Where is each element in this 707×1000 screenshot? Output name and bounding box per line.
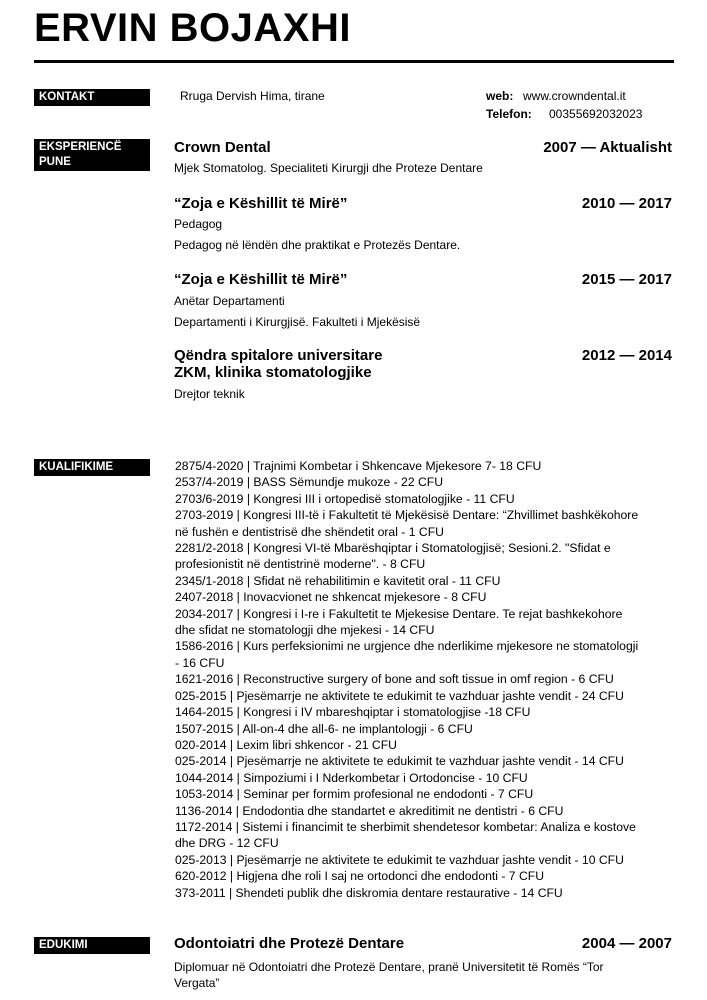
job-role: Drejtor teknik [174, 387, 245, 401]
qualification-item: 025-2014 | Pjesëmarrje ne aktivitete te edukimit te vazhduar jashte vendit - 14 CFU [175, 754, 624, 769]
qualification-item: 025-2015 | Pjesëmarrje ne aktivitete te edukimit te vazhduar jashte vendit - 24 CFU [175, 688, 624, 703]
qualification-item: 020-2014 | Lexim libri shkencor - 21 CFU [175, 737, 397, 752]
qualification-item: 2034-2017 | Kongresi i I-re i Fakultetit te Mjekesise Dentare. Te rejat bashkekohore [175, 606, 623, 621]
qualification-item: 1507-2015 | All-on-4 dhe all-6- ne implantologji - 6 CFU [175, 721, 473, 736]
qualification-item: - 16 CFU [175, 655, 225, 670]
job-date: 2015 — 2017 [581, 271, 672, 288]
job-date: 2010 — 2017 [581, 195, 672, 212]
qualification-item: 1621-2016 | Reconstructive surgery of bone and soft tissue in omf region - 6 CFU [175, 672, 614, 687]
job-role: Pedagog [174, 217, 223, 231]
qualifications-list [175, 458, 665, 901]
job-description: Pedagog në lëndën dhe praktikat e Protezës Dentare. [174, 238, 461, 252]
qualification-item: në fushën e dentistrisë dhe shëndetit oral - 1 CFU [175, 524, 444, 539]
education-date: 2004 — 2007 [581, 935, 672, 952]
resume-name: ERVIN BOJAXHI [34, 6, 351, 50]
job-date: 2012 — 2014 [581, 347, 672, 364]
qualification-item: 2345/1-2018 | Sfidat në rehabilitimin e kavitetit oral - 11 CFU [175, 573, 501, 588]
qualification-item: profesionistit në dentistrinë moderne". - 8 CFU [175, 557, 426, 572]
education-title: Odontoiatri dhe Protezë Dentare [174, 935, 405, 952]
qualification-item: 2875/4-2020 | Trajnimi Kombetar i Shkencave Mjekesore 7- 18 CFU [175, 459, 542, 473]
job-title-line2: ZKM, klinika stomatologjike [174, 364, 372, 381]
qualification-item: 1053-2014 | Seminar per formim profesional ne endodonti - 7 CFU [175, 787, 534, 802]
contact-phone-label: Telefon: [486, 107, 532, 121]
qualification-item: 1586-2016 | Kurs perfeksionimi ne urgjence dhe nderlikime mjekesore ne stomatologji [175, 639, 639, 654]
qualification-item: 620-2012 | Higjena dhe roli I saj ne ortodonci dhe endodonti - 7 CFU [175, 869, 545, 884]
job-title: “Zoja e Këshillit të Mirë” [174, 271, 348, 288]
section-label-experience: EKSPERIENCË PUNE [34, 139, 150, 171]
qualification-item: dhe sfidat ne stomatologji dhe mjekesi - 14 CFU [175, 623, 435, 638]
section-label-qualifications: KUALIFIKIME [34, 459, 150, 476]
section-label-education: EDUKIMI [34, 937, 150, 954]
qualification-item: 2703/6-2019 | Kongresi III i ortopedisë stomatologjike - 11 CFU [175, 491, 515, 506]
contact-web-link[interactable]: www.crowndental.it [523, 89, 626, 103]
job-role: Anëtar Departamenti [174, 294, 285, 308]
job-description: Departamenti i Kirurgjisë. Fakulteti i Mjekësisë [174, 315, 421, 329]
job-title: “Zoja e Këshillit të Mirë” [174, 195, 348, 212]
contact-web-label: web: [486, 89, 514, 103]
education-description-line2: Vergata” [174, 976, 220, 990]
qualification-item: 2703-2019 | Kongresi III-të i Fakultetit të Mjekësisë Dentare: “Zhvillimet bashkëkohore [175, 508, 639, 523]
job-description: Mjek Stomatolog. Specialiteti Kirurgji dhe Proteze Dentare [174, 161, 483, 175]
qualification-item: 1136-2014 | Endodontia dhe standartet e akreditimit ne dentistri - 6 CFU [175, 803, 564, 818]
qualification-item: 2407-2018 | Inovacvionet ne shkencat mjekesore - 8 CFU [175, 590, 487, 605]
qualification-item: 1172-2014 | Sistemi i financimit te sherbimit shendetesor kombetar: Analiza e kostove [175, 819, 636, 834]
qualification-item: 2537/4-2019 | BASS Sëmundje mukoze - 22 CFU [175, 475, 444, 490]
contact-address: Rruga Dervish Hima, tirane [180, 89, 325, 103]
qualification-item: 025-2013 | Pjesëmarrje ne aktivitete te edukimit te vazhduar jashte vendit - 10 CFU [175, 852, 624, 867]
qualification-item: 2281/2-2018 | Kongresi VI-të Mbarëshqiptar i Stomatologjisë; Sesioni.2. "Sfidat e [175, 541, 611, 556]
qualification-item: 1044-2014 | Simpoziumi i I Nderkombetar i Ortodoncise - 10 CFU [175, 770, 528, 785]
qualification-item: dhe DRG - 12 CFU [175, 836, 279, 851]
qualification-item: 1464-2015 | Kongresi i IV mbareshqiptar i stomatologjise -18 CFU [175, 705, 531, 720]
job-date: 2007 — Aktualisht [543, 139, 672, 156]
qualification-item: 373-2011 | Shendeti publik dhe diskromia dentare restaurative - 14 CFU [175, 885, 563, 900]
education-description: Diplomuar në Odontoiatri dhe Protezë Dentare, pranë Universitetit të Romës “Tor [174, 960, 604, 974]
job-title: Crown Dental [174, 139, 271, 156]
job-title: Qëndra spitalore universitare [174, 347, 383, 364]
header-divider [34, 60, 674, 63]
section-label-contact: KONTAKT [34, 89, 150, 106]
contact-phone-value: 00355692032023 [549, 107, 643, 121]
